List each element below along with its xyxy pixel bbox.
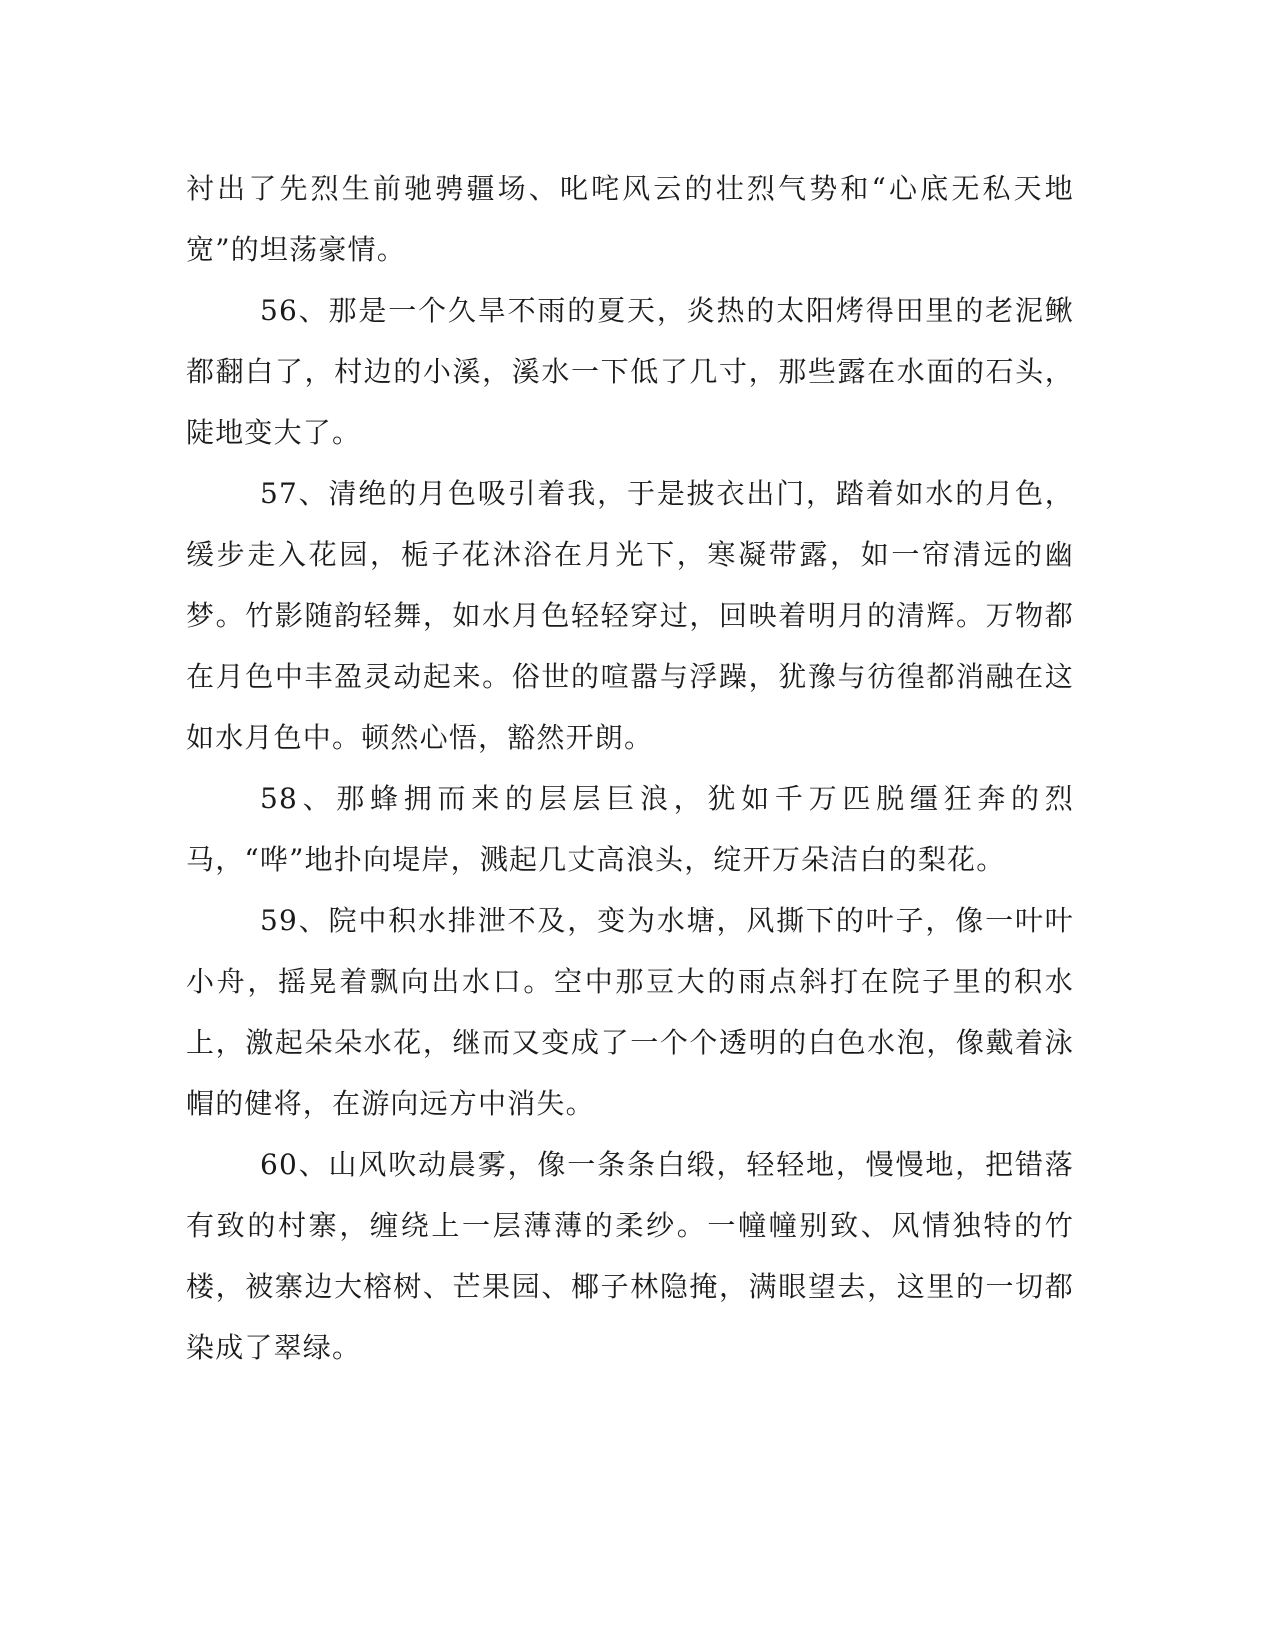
paragraph-59: 59、院中积水排泄不及，变为水塘，风撕下的叶子，像一叶叶小舟，摇晃着飘向出水口。空中那豆大的雨点斜打在院子里的积水上，激起朵朵水花，继而又变成了一个个透明的白色水泡，像戴着泳帽的健将，在游向远方中消失。 [186, 904, 1074, 1120]
paragraph-58: 58、那蜂拥而来的层层巨浪，犹如千万匹脱缰狂奔的烈马，“哗”地扑向堤岸，溅起几丈高浪头，绽开万朵洁白的梨花。 [186, 782, 1074, 876]
paragraph-57: 57、清绝的月色吸引着我，于是披衣出门，踏着如水的月色，缓步走入花园，栀子花沐浴在月光下，寒凝带露，如一帘清远的幽梦。竹影随韵轻舞，如水月色轻轻穿过，回映着明月的清辉。万物都在月色中丰盈灵动起来。俗世的喧嚣与浮躁，犹豫与彷徨都消融在这如水月色中。顿然心悟，豁然开朗。 [186, 477, 1074, 754]
paragraph-56: 56、那是一个久旱不雨的夏天，炎热的太阳烤得田里的老泥鳅都翻白了，村边的小溪，溪水一下低了几寸，那些露在水面的石头，陡地变大了。 [186, 294, 1074, 449]
paragraph-60: 60、山风吹动晨雾，像一条条白缎，轻轻地，慢慢地，把错落有致的村寨，缠绕上一层薄薄的柔纱。一幢幢别致、风情独特的竹楼，被寨边大榕树、芒果园、椰子林隐掩，满眼望去，这里的一切都染成了翠绿。 [186, 1148, 1074, 1364]
document-body [186, 158, 1074, 1378]
paragraph-continuation: 衬出了先烈生前驰骋疆场、叱咤风云的壮烈气势和“心底无私天地宽”的坦荡豪情。 [186, 172, 1074, 266]
